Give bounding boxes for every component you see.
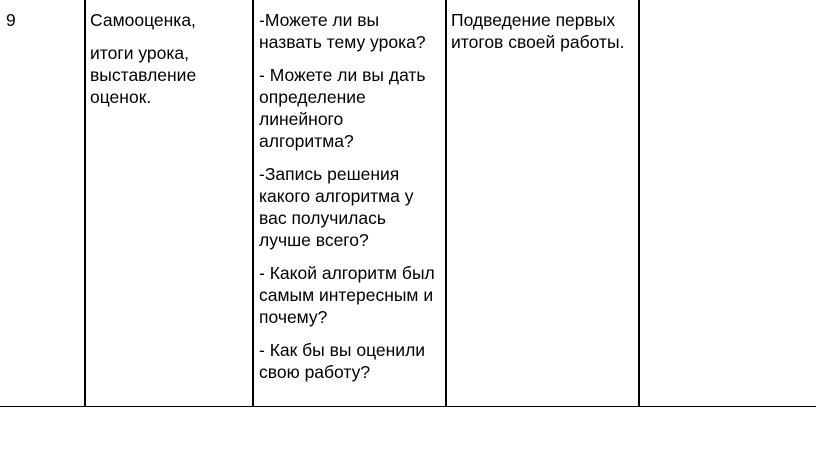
column-divider [445, 0, 447, 406]
cell-student-activity [451, 9, 636, 64]
teacher-question: - Как бы вы оценили свою работу? [259, 340, 426, 382]
cell-teacher-activity [259, 9, 439, 394]
teacher-question: -Запись решения какого алгоритма у вас получилась лучше всего? [259, 164, 414, 250]
row-number: 9 [6, 10, 16, 30]
column-divider [252, 0, 254, 406]
teacher-question: - Можете ли вы дать определение линейного алгоритма? [259, 65, 426, 151]
stage-line: итоги урока, выставление оценок. [90, 43, 197, 107]
cell-stage [90, 9, 240, 119]
cell-notes [645, 9, 805, 20]
column-divider [638, 0, 640, 406]
stage-line: Самооценка, [90, 10, 196, 30]
cell-row-number [6, 9, 76, 42]
column-divider [84, 0, 86, 406]
teacher-question: -Можете ли вы назвать тему урока? [259, 10, 426, 52]
student-activity-text: Подведение первых итогов своей работы. [451, 10, 625, 52]
teacher-question: - Какой алгоритм был самым интересным и почему? [259, 263, 435, 327]
